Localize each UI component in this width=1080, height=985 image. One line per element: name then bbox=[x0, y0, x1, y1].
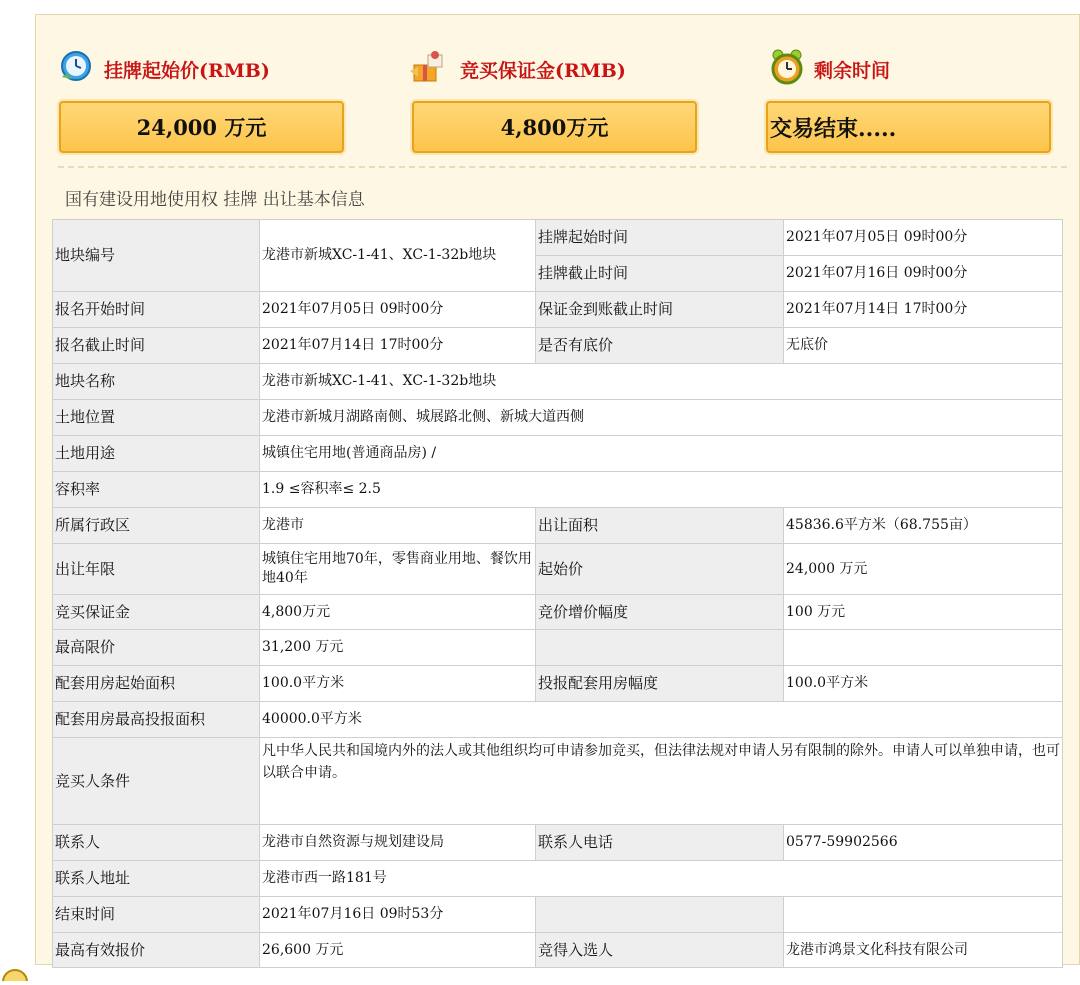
empty-cell bbox=[536, 897, 784, 933]
housing-start-label: 配套用房起始面积 bbox=[53, 666, 260, 702]
winner-value: 龙港市鸿景文化科技有限公司 bbox=[784, 933, 1063, 968]
housing-step-label: 投报配套用房幅度 bbox=[536, 666, 784, 702]
end-time-label: 结束时间 bbox=[53, 897, 260, 933]
address-label: 联系人地址 bbox=[53, 861, 260, 897]
name-label: 地块名称 bbox=[53, 364, 260, 400]
contact-value: 龙港市自然资源与规划建设局 bbox=[260, 825, 536, 861]
table-row bbox=[53, 861, 1063, 897]
gift-icon bbox=[408, 49, 460, 90]
winner-label: 竞得入选人 bbox=[536, 933, 784, 968]
phone-label: 联系人电话 bbox=[536, 825, 784, 861]
reg-end-label: 报名截止时间 bbox=[53, 328, 260, 364]
deposit-box bbox=[412, 101, 697, 153]
reserve-label: 是否有底价 bbox=[536, 328, 784, 364]
table-row bbox=[53, 220, 1063, 256]
address-value: 龙港市西一路181号 bbox=[260, 861, 1063, 897]
divider bbox=[58, 166, 1067, 168]
table-row bbox=[53, 364, 1063, 400]
conditions-label: 竞买人条件 bbox=[53, 738, 260, 825]
empty-cell bbox=[536, 630, 784, 666]
remaining-time-label: 剩余时间 bbox=[814, 59, 891, 82]
table-row bbox=[53, 630, 1063, 666]
name-value: 龙港市新城XC-1-41、XC-1-32b地块 bbox=[260, 364, 1063, 400]
area-label: 出让面积 bbox=[536, 508, 784, 544]
table-row bbox=[53, 436, 1063, 472]
table-row bbox=[53, 400, 1063, 436]
use-value: 城镇住宅用地(普通商品房) / bbox=[260, 436, 1063, 472]
parcel-no-label: 地块编号 bbox=[53, 220, 260, 292]
contact-label: 联系人 bbox=[53, 825, 260, 861]
phone-value: 0577-59902566 bbox=[784, 825, 1063, 861]
use-label: 土地用途 bbox=[53, 436, 260, 472]
table-row bbox=[53, 933, 1063, 968]
remaining-time-box bbox=[766, 101, 1051, 153]
max-price-value: 31,200 万元 bbox=[260, 630, 536, 666]
start-price-label: 挂牌起始价(RMB) bbox=[104, 59, 270, 82]
increment-label: 竞价增价幅度 bbox=[536, 595, 784, 630]
table-row bbox=[53, 825, 1063, 861]
far-value: 1.9 ≤容积率≤ 2.5 bbox=[260, 472, 1063, 508]
table-row bbox=[53, 897, 1063, 933]
location-label: 土地位置 bbox=[53, 400, 260, 436]
best-bid-label: 最高有效报价 bbox=[53, 933, 260, 968]
conditions-value: 凡中华人民共和国境内外的法人或其他组织均可申请参加竞买，但法律法规对申请人另有限制的除外。申请人可以单独申请，也可以联合申请。 bbox=[260, 738, 1063, 825]
empty-cell bbox=[784, 897, 1063, 933]
list-end-value: 2021年07月16日 09时00分 bbox=[784, 256, 1063, 292]
area-value: 45836.6平方米（68.755亩） bbox=[784, 508, 1063, 544]
housing-max-value: 40000.0平方米 bbox=[260, 702, 1063, 738]
bid-deposit-label: 竞买保证金 bbox=[53, 595, 260, 630]
table-row bbox=[53, 472, 1063, 508]
table-row bbox=[53, 328, 1063, 364]
remaining-time-value: 交易结束..... bbox=[770, 115, 897, 142]
table-row bbox=[53, 544, 1063, 595]
max-price-label: 最高限价 bbox=[53, 630, 260, 666]
clock-icon bbox=[58, 49, 104, 90]
empty-cell bbox=[784, 630, 1063, 666]
start-price-box bbox=[59, 101, 344, 153]
reserve-value: 无底价 bbox=[784, 328, 1063, 364]
reg-start-value: 2021年07月05日 09时00分 bbox=[260, 292, 536, 328]
table-row bbox=[53, 738, 1063, 825]
remaining-time-header bbox=[770, 53, 890, 85]
table-row bbox=[53, 702, 1063, 738]
start-price-header bbox=[58, 53, 270, 85]
summary-row bbox=[36, 15, 1079, 185]
bid-deposit-value: 4,800万元 bbox=[260, 595, 536, 630]
district-label: 所属行政区 bbox=[53, 508, 260, 544]
table-row bbox=[53, 292, 1063, 328]
deposit-label: 竞买保证金(RMB) bbox=[460, 59, 626, 82]
list-end-label: 挂牌截止时间 bbox=[536, 256, 784, 292]
alarm-clock-icon bbox=[770, 48, 814, 91]
housing-step-value: 100.0平方米 bbox=[784, 666, 1063, 702]
auction-info-panel bbox=[35, 14, 1080, 965]
deposit-value: 4,800万元 bbox=[500, 115, 609, 140]
far-label: 容积率 bbox=[53, 472, 260, 508]
start-price-row-value: 24,000 万元 bbox=[784, 544, 1063, 595]
term-value: 城镇住宅用地70年，零售商业用地、餐饮用地40年 bbox=[260, 544, 536, 595]
housing-start-value: 100.0平方米 bbox=[260, 666, 536, 702]
term-label: 出让年限 bbox=[53, 544, 260, 595]
deposit-deadline-value: 2021年07月14日 17时00分 bbox=[784, 292, 1063, 328]
housing-max-label: 配套用房最高投报面积 bbox=[53, 702, 260, 738]
start-price-row-label: 起始价 bbox=[536, 544, 784, 595]
deposit-header bbox=[408, 53, 626, 85]
table-row bbox=[53, 508, 1063, 544]
table-row bbox=[53, 595, 1063, 630]
location-value: 龙港市新城月湖路南侧、城展路北侧、新城大道西侧 bbox=[260, 400, 1063, 436]
district-value: 龙港市 bbox=[260, 508, 536, 544]
list-start-value: 2021年07月05日 09时00分 bbox=[784, 220, 1063, 256]
partial-clock-icon bbox=[0, 966, 30, 985]
section-title: 国有建设用地使用权 挂牌 出让基本信息 bbox=[65, 190, 365, 210]
info-table bbox=[52, 219, 1063, 968]
start-price-value: 24,000 万元 bbox=[136, 115, 267, 140]
reg-start-label: 报名开始时间 bbox=[53, 292, 260, 328]
deposit-deadline-label: 保证金到账截止时间 bbox=[536, 292, 784, 328]
table-row bbox=[53, 666, 1063, 702]
parcel-no-value: 龙港市新城XC-1-41、XC-1-32b地块 bbox=[260, 220, 536, 292]
reg-end-value: 2021年07月14日 17时00分 bbox=[260, 328, 536, 364]
end-time-value: 2021年07月16日 09时53分 bbox=[260, 897, 536, 933]
increment-value: 100 万元 bbox=[784, 595, 1063, 630]
list-start-label: 挂牌起始时间 bbox=[536, 220, 784, 256]
best-bid-value: 26,600 万元 bbox=[260, 933, 536, 968]
